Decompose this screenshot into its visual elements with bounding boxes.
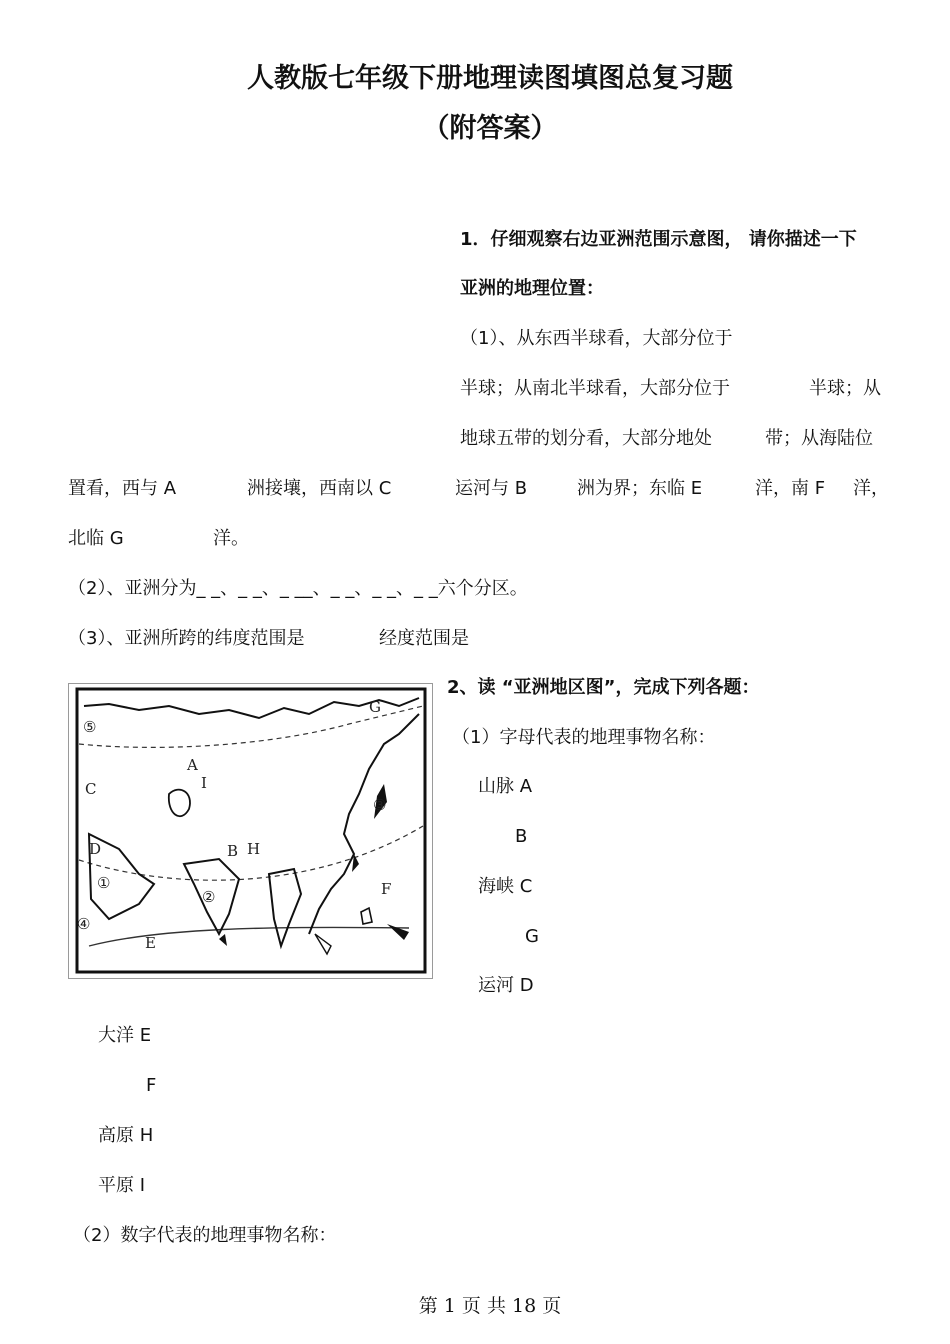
- asia-map-drawing: [69, 684, 432, 978]
- q1-part1-position-5: 洋，南 F: [755, 478, 826, 499]
- q1-part1-position-2: 洲接壤，西南以 C: [247, 478, 392, 499]
- q2-strait-g: G: [525, 926, 539, 947]
- q2-heading: 2、读 “亚洲地区图”，完成下列各题：: [447, 677, 760, 698]
- map-frame: [77, 689, 425, 972]
- q2-strait-c: 海峡 C: [478, 876, 533, 897]
- kalimantan-island: [361, 908, 372, 924]
- q1-part1-position-3: 运河与 B: [455, 478, 528, 499]
- page-subtitle: （附答案）: [422, 113, 558, 144]
- indochina-peninsula: [269, 869, 301, 946]
- sumatra-island: [315, 934, 331, 954]
- q1-part1-zone-b: 带；从海陆位: [765, 428, 873, 449]
- q1-part1-hemisphere-a: 半球；从南北半球看，大部分位于: [460, 378, 730, 399]
- page-title: 人教版七年级下册地理读图填图总复习题: [247, 63, 733, 94]
- q1-heading-line2: 亚洲的地理位置：: [460, 278, 604, 299]
- q1-part1-north-a: 北临 G: [68, 528, 124, 549]
- q2-sub1: （1）字母代表的地理事物名称：: [452, 727, 716, 748]
- q1-part1-position-1: 置看，西与 A: [68, 478, 177, 499]
- map-label-a: A: [187, 756, 198, 774]
- map-label-d: D: [89, 840, 102, 858]
- q1-part1-intro: （1）、从东西半球看，大部分位于: [460, 328, 733, 349]
- new-guinea-island: [387, 924, 409, 940]
- caspian-sea: [169, 790, 190, 817]
- map-label-b: B: [227, 842, 239, 860]
- map-label-e: E: [145, 934, 156, 952]
- map-label-c: C: [85, 780, 97, 798]
- map-label-g: G: [369, 698, 381, 716]
- page-footer: 第 1 页 共 18 页: [418, 1295, 562, 1317]
- q2-ocean-f: F: [146, 1075, 157, 1096]
- map-label-2: ②: [202, 888, 216, 906]
- q1-part1-position-6: 洋，: [853, 478, 889, 499]
- q1-heading-line1: 1．仔细观察右边亚洲范围示意图， 请你描述一下: [460, 229, 857, 250]
- east-coast: [309, 714, 419, 934]
- map-label-f: F: [381, 880, 392, 898]
- q1-part1-north-b: 洋。: [213, 528, 249, 549]
- map-label-3: ③: [373, 796, 387, 814]
- q1-part1-position-4: 洲为界；东临 E: [577, 478, 703, 499]
- q1-part3-longitude: 经度范围是: [379, 628, 469, 649]
- q2-mountain-b: B: [515, 826, 528, 847]
- q2-canal-d: 运河 D: [478, 975, 534, 996]
- q1-part3-latitude: （3）、亚洲所跨的纬度范围是: [68, 628, 305, 649]
- q2-plain-i: 平原 I: [98, 1175, 146, 1196]
- q2-sub2: （2）数字代表的地理事物名称：: [73, 1225, 337, 1246]
- q1-part1-hemisphere-b: 半球；从: [809, 378, 881, 399]
- q1-part1-zone-a: 地球五带的划分看，大部分地处: [460, 428, 712, 449]
- asia-map: [68, 683, 433, 979]
- q1-part2: （2）、亚洲分为_ _、_ _、_ __、_ _、_ _、_ _六个分区。: [68, 578, 528, 599]
- map-label-1: ①: [97, 874, 111, 892]
- map-label-h: H: [247, 840, 261, 858]
- map-label-5: ⑤: [83, 718, 97, 736]
- q2-ocean-e: 大洋 E: [98, 1025, 152, 1046]
- q2-mountain-a: 山脉 A: [478, 776, 533, 797]
- sri-lanka-island: [219, 934, 227, 946]
- q2-plateau-h: 高原 H: [98, 1125, 154, 1146]
- map-label-4: ④: [77, 915, 91, 933]
- map-label-i: I: [201, 774, 207, 792]
- equator-line: [89, 927, 409, 946]
